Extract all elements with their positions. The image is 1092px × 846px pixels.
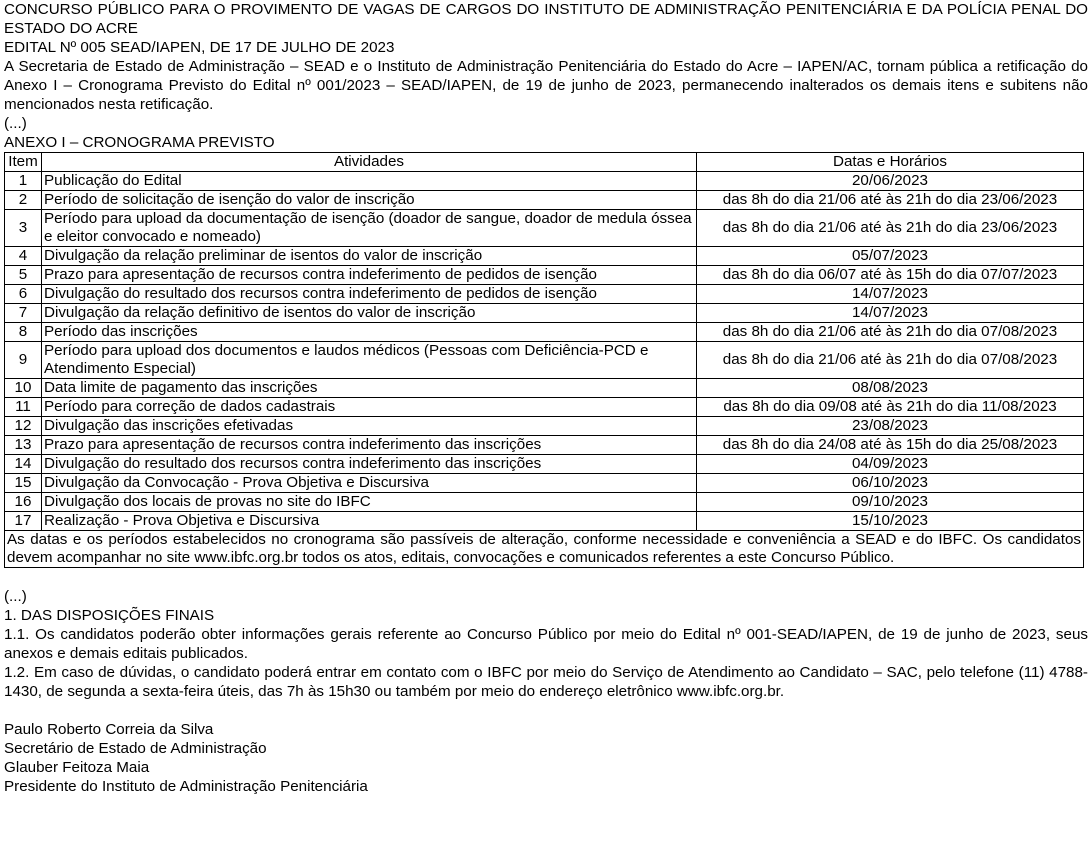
table-note-row — [5, 531, 1084, 568]
row-item-number: 9 — [5, 342, 42, 379]
row-activity: Divulgação do resultado dos recursos contra indeferimento de pedidos de isenção — [42, 285, 697, 304]
row-activity: Divulgação da relação preliminar de isentos do valor de inscrição — [42, 247, 697, 266]
row-item-number: 8 — [5, 323, 42, 342]
table-row — [5, 379, 1084, 398]
col-header-dates: Datas e Horários — [697, 153, 1084, 172]
ellipsis-2: (...) — [4, 588, 27, 605]
row-item-number: 3 — [5, 210, 42, 247]
row-activity: Divulgação do resultado dos recursos contra indeferimento das inscrições — [42, 455, 697, 474]
row-dates: das 8h do dia 21/06 até às 21h do dia 07/08/2023 — [697, 323, 1084, 342]
table-row — [5, 474, 1084, 493]
table-row — [5, 323, 1084, 342]
table-row — [5, 285, 1084, 304]
table-row — [5, 247, 1084, 266]
final-paragraph-1: 1.1. Os candidatos poderão obter informações gerais referente ao Concurso Público por meio do Edital nº 001-SEAD/IAPEN, de 19 de junho de 2023, seus anexos e demais editais publicados. — [4, 626, 1088, 662]
table-row — [5, 417, 1084, 436]
table-row — [5, 304, 1084, 323]
row-dates: das 8h do dia 21/06 até às 21h do dia 23/06/2023 — [697, 210, 1084, 247]
row-item-number: 1 — [5, 172, 42, 191]
row-activity: Período de solicitação de isenção do valor de inscrição — [42, 191, 697, 210]
col-header-activity: Atividades — [42, 153, 697, 172]
row-dates: 09/10/2023 — [697, 493, 1084, 512]
schedule-body — [5, 172, 1084, 531]
row-activity: Prazo para apresentação de recursos contra indeferimento das inscrições — [42, 436, 697, 455]
row-activity: Período para upload da documentação de isenção (doador de sangue, doador de medula óssea e eleitor convocado e nomeado) — [42, 210, 697, 247]
signature-block — [4, 720, 1088, 796]
annex-title: ANEXO I – CRONOGRAMA PREVISTO — [4, 134, 275, 151]
row-dates: 20/06/2023 — [697, 172, 1084, 191]
row-dates: 14/07/2023 — [697, 285, 1084, 304]
row-dates: das 8h do dia 09/08 até às 21h do dia 11/08/2023 — [697, 398, 1084, 417]
row-item-number: 7 — [5, 304, 42, 323]
row-activity: Publicação do Edital — [42, 172, 697, 191]
document-title: CONCURSO PÚBLICO PARA O PROVIMENTO DE VAGAS DE CARGOS DO INSTITUTO DE ADMINISTRAÇÃO PENITENCIÁRIA E DA POLÍCIA PENAL DO ESTADO DO ACRE — [4, 1, 1088, 37]
signer-role: Presidente do Instituto de Administração Penitenciária — [4, 778, 368, 795]
col-header-item: Item — [5, 153, 42, 172]
row-item-number: 15 — [5, 474, 42, 493]
row-dates: das 8h do dia 24/08 até às 15h do dia 25/08/2023 — [697, 436, 1084, 455]
table-row — [5, 172, 1084, 191]
table-row — [5, 436, 1084, 455]
final-paragraph-2: 1.2. Em caso de dúvidas, o candidato poderá entrar em contato com o IBFC por meio do Serviço de Atendimento ao Candidato – SAC, pelo telefone (11) 4788-1430, de segunda a sexta-feira úteis, das 7h às 15h30 ou também por meio do endereço eletrônico www.ibfc.org.br. — [4, 664, 1088, 700]
spacer — [4, 568, 1088, 587]
row-item-number: 14 — [5, 455, 42, 474]
section-title-final: 1. DAS DISPOSIÇÕES FINAIS — [4, 607, 215, 624]
table-header-row — [5, 153, 1084, 172]
row-dates: 06/10/2023 — [697, 474, 1084, 493]
row-activity: Data limite de pagamento das inscrições — [42, 379, 697, 398]
table-note: As datas e os períodos estabelecidos no cronograma são passíveis de alteração, conforme necessidade e conveniência a SEAD e do IBFC. Os candidatos devem acompanhar no site www.ibfc.org.br todos os atos, editais, convocações e comunicados referentes a este Concurso Público. — [5, 531, 1084, 568]
schedule-table — [4, 152, 1084, 568]
row-activity: Período das inscrições — [42, 323, 697, 342]
intro-paragraph: A Secretaria de Estado de Administração – SEAD e o Instituto de Administração Penitenciária do Estado do Acre – IAPEN/AC, tornam pública a retificação do Anexo I – Cronograma Previsto do Edital nº 001/2023 – SEAD/IAPEN, de 19 de junho de 2023, permanecendo inalterados os demais itens e subitens não mencionados nesta retificação. — [4, 58, 1088, 113]
row-dates: das 8h do dia 21/06 até às 21h do dia 07/08/2023 — [697, 342, 1084, 379]
table-row — [5, 342, 1084, 379]
row-dates: das 8h do dia 21/06 até às 21h do dia 23/06/2023 — [697, 191, 1084, 210]
row-item-number: 10 — [5, 379, 42, 398]
row-activity: Período para upload dos documentos e laudos médicos (Pessoas com Deficiência-PCD e Atendimento Especial) — [42, 342, 697, 379]
ellipsis-1: (...) — [4, 115, 27, 132]
row-activity: Divulgação das inscrições efetivadas — [42, 417, 697, 436]
row-dates: 05/07/2023 — [697, 247, 1084, 266]
row-activity: Realização - Prova Objetiva e Discursiva — [42, 512, 697, 531]
row-item-number: 2 — [5, 191, 42, 210]
row-item-number: 4 — [5, 247, 42, 266]
row-item-number: 11 — [5, 398, 42, 417]
row-dates: 08/08/2023 — [697, 379, 1084, 398]
edital-number: EDITAL Nº 005 SEAD/IAPEN, DE 17 DE JULHO DE 2023 — [4, 39, 395, 56]
row-item-number: 12 — [5, 417, 42, 436]
row-activity: Período para correção de dados cadastrais — [42, 398, 697, 417]
row-item-number: 5 — [5, 266, 42, 285]
row-dates: 15/10/2023 — [697, 512, 1084, 531]
row-dates: 14/07/2023 — [697, 304, 1084, 323]
row-activity: Divulgação dos locais de provas no site do IBFC — [42, 493, 697, 512]
row-dates: das 8h do dia 06/07 até às 15h do dia 07/07/2023 — [697, 266, 1084, 285]
table-row — [5, 493, 1084, 512]
spacer — [4, 701, 1088, 720]
row-dates: 04/09/2023 — [697, 455, 1084, 474]
row-item-number: 16 — [5, 493, 42, 512]
signer-name: Paulo Roberto Correia da Silva — [4, 721, 214, 738]
row-item-number: 6 — [5, 285, 42, 304]
table-row — [5, 210, 1084, 247]
table-row — [5, 398, 1084, 417]
signer-name: Glauber Feitoza Maia — [4, 759, 150, 776]
table-row — [5, 191, 1084, 210]
table-row — [5, 266, 1084, 285]
table-row — [5, 512, 1084, 531]
signer-role: Secretário de Estado de Administração — [4, 740, 267, 757]
row-item-number: 13 — [5, 436, 42, 455]
row-activity: Prazo para apresentação de recursos contra indeferimento de pedidos de isenção — [42, 266, 697, 285]
row-activity: Divulgação da relação definitivo de isentos do valor de inscrição — [42, 304, 697, 323]
row-dates: 23/08/2023 — [697, 417, 1084, 436]
row-activity: Divulgação da Convocação - Prova Objetiva e Discursiva — [42, 474, 697, 493]
table-row — [5, 455, 1084, 474]
row-item-number: 17 — [5, 512, 42, 531]
